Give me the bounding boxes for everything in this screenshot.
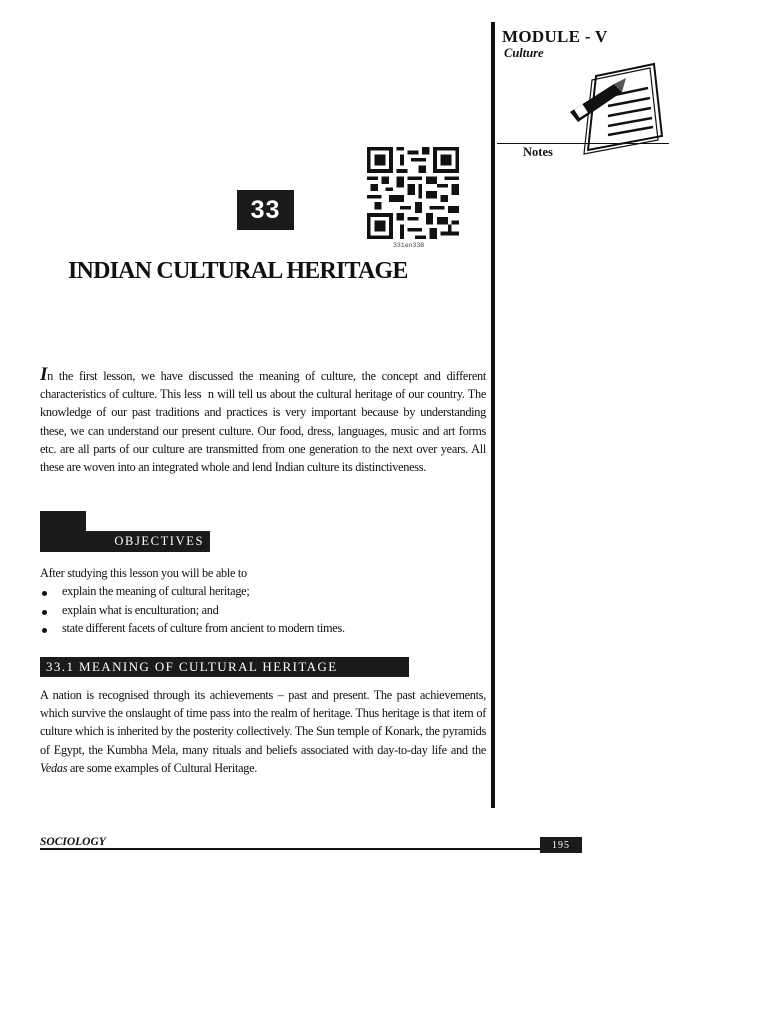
list-item: state different facets of culture from ancient to modern times. [40,621,345,640]
section-paragraph: A nation is recognised through its achievements – past and present. The past achievements, which survive the onslaught of time pass into the realm of heritage. Thus heritage is that item of culture which is inherited by the posterity collectively. The Sun temple of Konark, the pyramids of Egypt, the Kumbha Mela, many rituals and beliefs associated with day-to-day life and the Vedas are some examples of Cultural Heritage. [40,688,486,775]
bullet-icon [42,628,47,633]
notebook-pen-icon [566,58,664,156]
sidebar-divider [491,22,495,808]
objectives-lead: After studying this lesson you will be able to [40,566,247,580]
qr-code-icon[interactable] [364,147,462,239]
bullet-icon [42,610,47,615]
objectives-heading: OBJECTIVES [40,531,210,552]
intro-paragraph [40,366,486,476]
chapter-number-badge: 33 [237,190,294,230]
vedas-emphasis: Vedas [40,760,68,775]
module-label: MODULE - V [502,27,608,46]
list-item: explain what is enculturation; and [40,603,345,622]
footer-subject: SOCIOLOGY [40,836,106,848]
chapter-title: INDIAN CULTURAL HERITAGE [68,258,408,284]
section-heading: 33.1 MEANING OF CULTURAL HERITAGE [40,657,409,677]
notes-rule [497,143,669,144]
module-subtitle: Culture [504,46,544,60]
objectives-list [40,584,345,640]
page-number: 195 [540,837,582,853]
notes-label: Notes [523,145,553,159]
qr-code-label: 331en33B [393,242,425,249]
intro-text: n the first lesson, we have discussed the meaning of culture, the concept and different characteristics of culture. This less n will tell us about the cultural heritage of our country. The knowledge of our past traditions and practices is very important because by understanding these, we can understand our present culture. Our food, dress, languages, music and art forms etc. are all parts of our culture are transmitted from one generation to the next over years. All these are woven into an integrated whole and lend Indian culture its distinctiveness. [40,369,486,475]
intro-dropcap: I [40,364,48,385]
bullet-icon [42,591,47,596]
footer-rule [40,848,580,850]
list-item: explain the meaning of cultural heritage; [40,584,345,603]
